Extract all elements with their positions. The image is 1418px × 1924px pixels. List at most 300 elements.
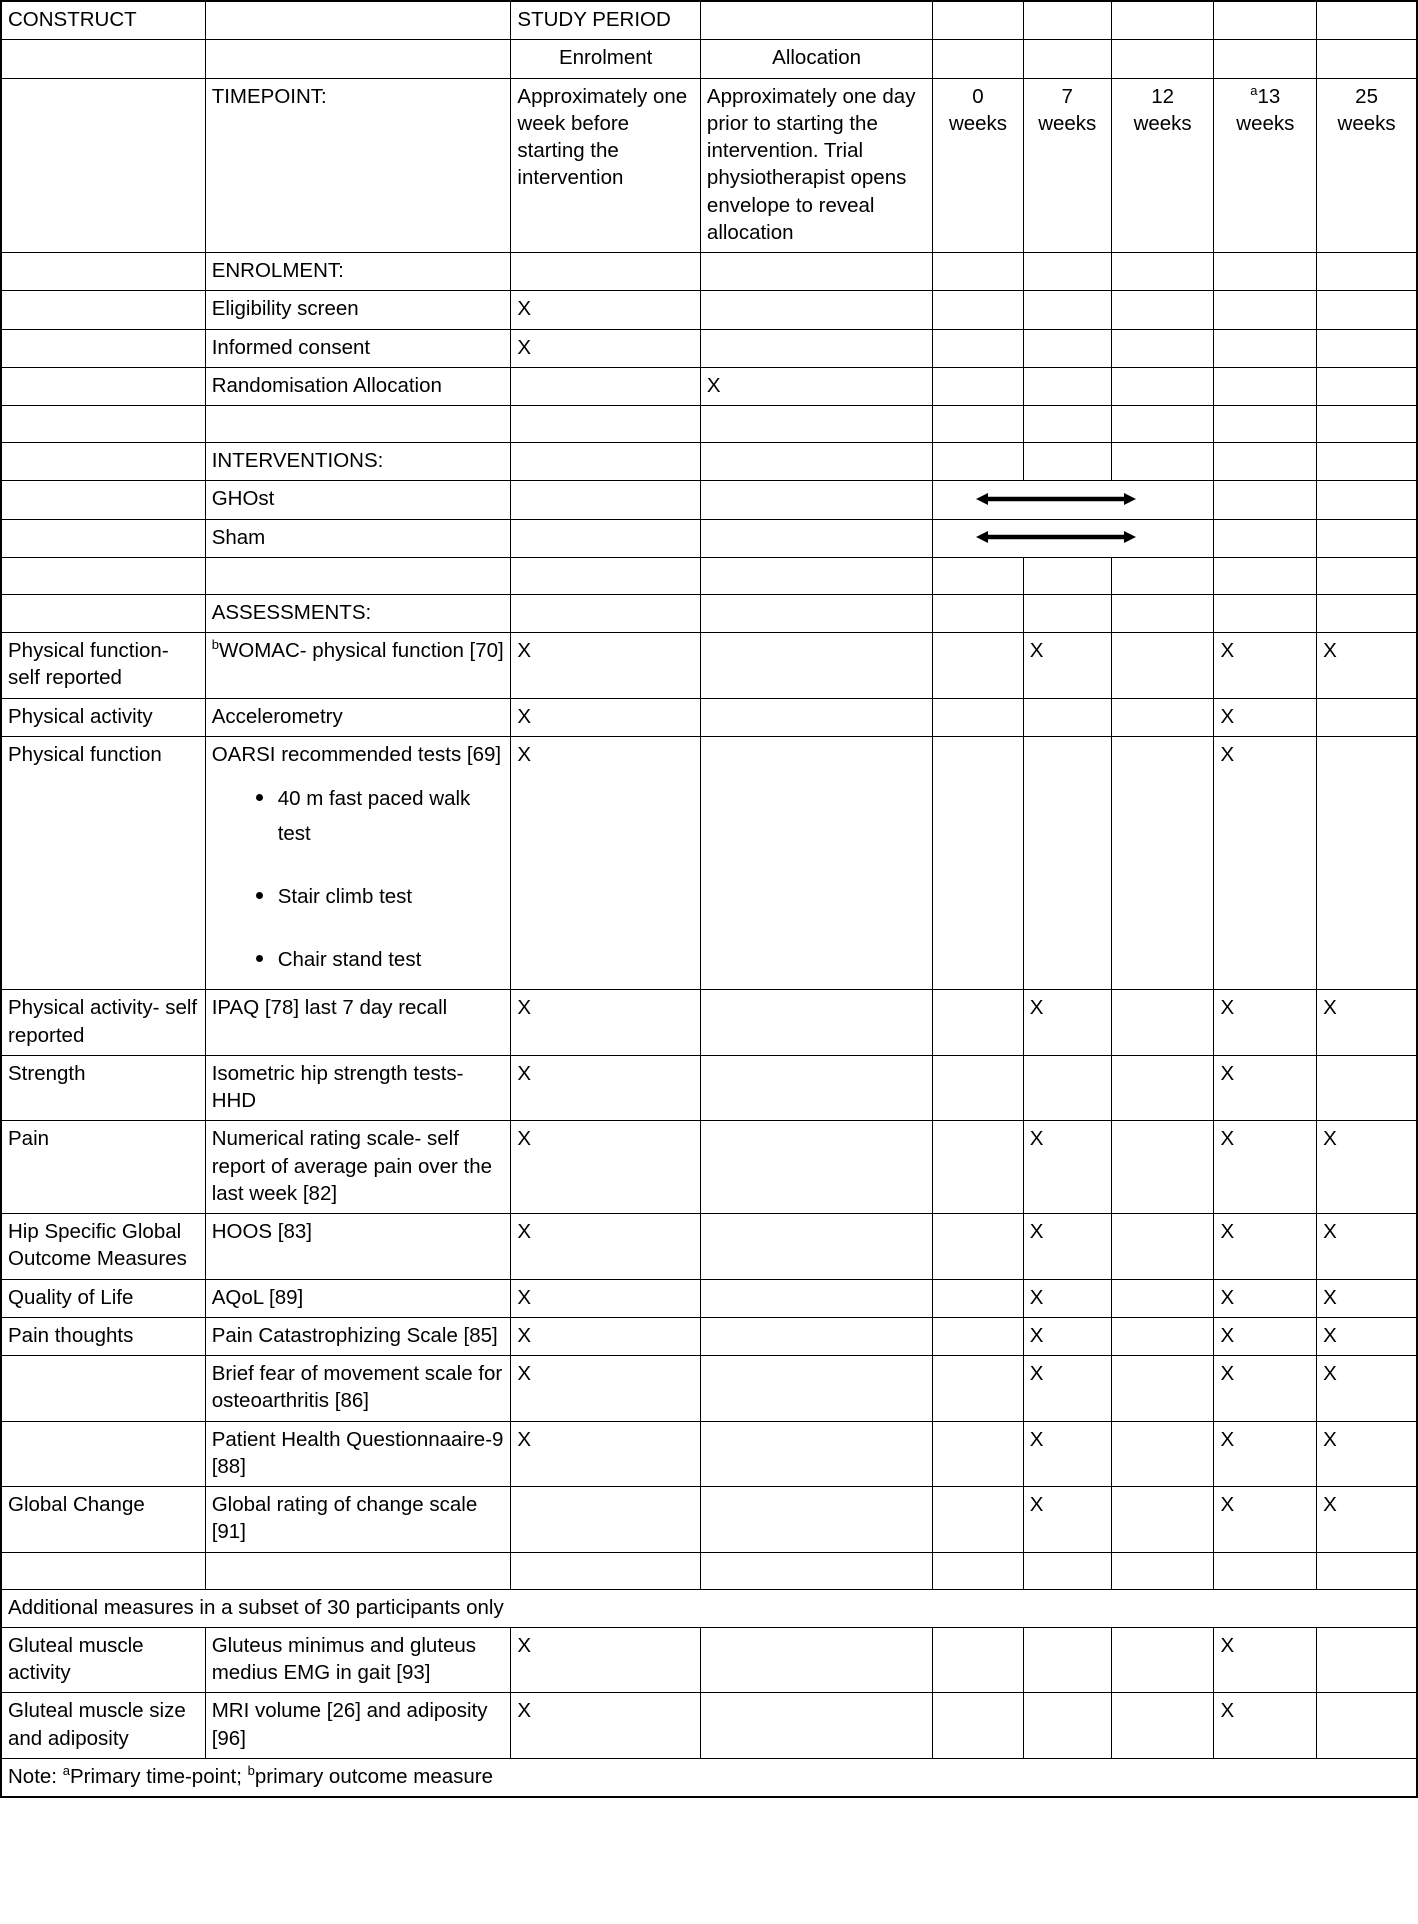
table-footnote: Note: $^a$Primary time-point; $^b$primary outcome measure	[1, 1758, 1417, 1797]
blank-cell	[1317, 557, 1417, 594]
section-label-assessments: ASSESSMENTS:	[205, 594, 511, 632]
cell-allocation	[700, 291, 932, 329]
cell-allocation	[700, 1214, 932, 1280]
cell-allocation	[700, 990, 932, 1056]
table-row	[1, 367, 1417, 405]
assessment-row	[1, 1421, 1417, 1487]
cell-week-7: X	[1023, 1317, 1111, 1355]
cell-week-0	[933, 1214, 1023, 1280]
cell-measure: AQoL [89]	[205, 1279, 511, 1317]
footnote-marker-b: b	[247, 1763, 255, 1779]
cell-week-12	[1111, 367, 1214, 405]
blank-construct	[1, 594, 205, 632]
assessment-row	[1, 990, 1417, 1056]
cell-week-7	[1023, 291, 1111, 329]
blank-construct	[1, 40, 205, 78]
cell-week-13: X	[1214, 1627, 1317, 1693]
blank-measure	[205, 40, 511, 78]
header-row-periods	[1, 40, 1417, 78]
cell-measure: $^b$WOMAC- physical function [70]	[205, 633, 511, 699]
blank-week-2	[1111, 594, 1214, 632]
table-row	[1, 329, 1417, 367]
cell-week-12	[1111, 1055, 1214, 1121]
blank-cell	[933, 557, 1023, 594]
cell-measure: MRI volume [26] and adiposity [96]	[205, 1693, 511, 1759]
cell-week-25	[1317, 1055, 1417, 1121]
assessment-row	[1, 1121, 1417, 1214]
blank-cell	[1111, 406, 1214, 443]
assessment-row	[1, 1487, 1417, 1553]
cell-week-25: X	[1317, 633, 1417, 699]
cell-allocation	[700, 633, 932, 699]
blank-week-0	[933, 253, 1023, 291]
cell-week-7: X	[1023, 633, 1111, 699]
assessment-row	[1, 1317, 1417, 1355]
cell-construct: Physical activity	[1, 698, 205, 736]
subset-measure-row	[1, 1693, 1417, 1759]
cell-construct	[1, 329, 205, 367]
blank-cell	[700, 1552, 932, 1589]
blank-week-4	[1317, 40, 1417, 78]
cell-construct: Physical function- self reported	[1, 633, 205, 699]
assessment-row	[1, 736, 1417, 990]
cell-week-25: X	[1317, 990, 1417, 1056]
cell-week-13	[1214, 329, 1317, 367]
cell-week-7: X	[1023, 1214, 1111, 1280]
cell-measure: Accelerometry	[205, 698, 511, 736]
cell-measure: Randomisation Allocation	[205, 367, 511, 405]
blank-week-2	[1111, 443, 1214, 481]
cell-construct: Strength	[1, 1055, 205, 1121]
cell-week-25: X	[1317, 1487, 1417, 1553]
section-label-interventions: INTERVENTIONS:	[205, 443, 511, 481]
cell-week-25: X	[1317, 1421, 1417, 1487]
cell-allocation	[700, 519, 932, 557]
cell-week-12	[1111, 698, 1214, 736]
cell-construct: Physical function	[1, 736, 205, 990]
oarsi-test-list	[212, 782, 505, 977]
timepoint-number: 7	[1061, 84, 1073, 108]
cell-week-13: X	[1214, 736, 1317, 990]
cell-enrolment	[511, 481, 701, 519]
cell-enrolment: X	[511, 1317, 701, 1355]
spacer-row-1	[1, 406, 1417, 443]
table-body	[1, 1, 1417, 1797]
cell-allocation	[700, 1421, 932, 1487]
cell-enrolment: X	[511, 291, 701, 329]
cell-week-25: X	[1317, 1356, 1417, 1422]
cell-enrolment	[511, 367, 701, 405]
timepoint-number: 0	[972, 84, 984, 108]
header-blank-measure	[205, 1, 511, 40]
blank-cell	[205, 406, 511, 443]
blank-week-4	[1317, 253, 1417, 291]
double-headed-arrow-icon	[976, 490, 1206, 508]
blank-cell	[1, 1552, 205, 1589]
spacer-row-2	[1, 557, 1417, 594]
cell-measure: Patient Health Questionnaaire-9 [88]	[205, 1421, 511, 1487]
cell-week-7: X	[1023, 1121, 1111, 1214]
cell-enrolment: X	[511, 1279, 701, 1317]
cell-week-25	[1317, 329, 1417, 367]
cell-measure: Global rating of change scale [91]	[205, 1487, 511, 1553]
cell-week-13: X	[1214, 1317, 1317, 1355]
timepoint-unit: weeks	[948, 111, 1008, 135]
cell-week-25	[1317, 291, 1417, 329]
cell-week-12	[1111, 736, 1214, 990]
cell-week-0	[933, 1627, 1023, 1693]
blank-week-0	[933, 40, 1023, 78]
enrolment-description: Approximately one week before starting the intervention	[511, 78, 701, 253]
cell-week-25: X	[1317, 1214, 1417, 1280]
cell-week-12	[1111, 291, 1214, 329]
cell-allocation	[700, 1121, 932, 1214]
cell-week-12	[1111, 1693, 1214, 1759]
cell-week-25	[1317, 698, 1417, 736]
cell-week-12	[1111, 1121, 1214, 1214]
cell-week-0	[933, 1279, 1023, 1317]
cell-enrolment: X	[511, 1214, 701, 1280]
cell-week-12	[1111, 990, 1214, 1056]
cell-measure-sham: Sham	[205, 519, 511, 557]
cell-enrolment: X	[511, 990, 701, 1056]
cell-week-13	[1214, 481, 1317, 519]
cell-week-12	[1111, 329, 1214, 367]
cell-week-7	[1023, 698, 1111, 736]
cell-week-0	[933, 367, 1023, 405]
header-blank-week-4	[1317, 1, 1417, 40]
cell-allocation	[700, 1487, 932, 1553]
cell-week-12	[1111, 1356, 1214, 1422]
cell-week-7: X	[1023, 1356, 1111, 1422]
cell-week-12	[1111, 1279, 1214, 1317]
cell-construct	[1, 1356, 205, 1422]
blank-allocation	[700, 594, 932, 632]
cell-construct: Pain	[1, 1121, 205, 1214]
cell-week-0	[933, 633, 1023, 699]
cell-measure: Informed consent	[205, 329, 511, 367]
cell-week-0	[933, 990, 1023, 1056]
assessment-row	[1, 698, 1417, 736]
cell-construct: Global Change	[1, 1487, 205, 1553]
cell-construct: Gluteal muscle size and adiposity	[1, 1693, 205, 1759]
cell-measure: IPAQ [78] last 7 day recall	[205, 990, 511, 1056]
cell-week-13: X	[1214, 1055, 1317, 1121]
cell-allocation: X	[700, 367, 932, 405]
timepoint-unit: weeks	[1337, 111, 1396, 135]
cell-week-12	[1111, 1317, 1214, 1355]
section-header-interventions	[1, 443, 1417, 481]
header-blank-week-1	[1023, 1, 1111, 40]
blank-cell	[1214, 1552, 1317, 1589]
cell-week-25	[1317, 1693, 1417, 1759]
blank-enrolment	[511, 594, 701, 632]
header-blank-week-0	[933, 1, 1023, 40]
cell-week-13: X	[1214, 1214, 1317, 1280]
cell-measure: Brief fear of movement scale for osteoarthritis [86]	[205, 1356, 511, 1422]
cell-construct: Gluteal muscle activity	[1, 1627, 205, 1693]
blank-week-2	[1111, 40, 1214, 78]
timepoint-number: $^a$13	[1250, 82, 1281, 108]
footnote-marker-a: a	[1250, 82, 1258, 98]
header-allocation: Allocation	[700, 40, 932, 78]
blank-week-0	[933, 443, 1023, 481]
footnote-marker-b: b	[211, 637, 219, 653]
double-headed-arrow-icon	[976, 528, 1206, 546]
cell-enrolment: X	[511, 1693, 701, 1759]
cell-enrolment: X	[511, 698, 701, 736]
allocation-description: Approximately one day prior to starting the intervention. Trial physiotherapist opens envelope to reveal allocation	[700, 78, 932, 253]
cell-enrolment: X	[511, 633, 701, 699]
cell-enrolment: X	[511, 1627, 701, 1693]
cell-week-13: X	[1214, 1279, 1317, 1317]
cell-week-0	[933, 1055, 1023, 1121]
cell-enrolment: X	[511, 736, 701, 990]
blank-cell	[1, 406, 205, 443]
blank-cell	[1317, 406, 1417, 443]
blank-week-3	[1214, 40, 1317, 78]
cell-week-25: X	[1317, 1317, 1417, 1355]
cell-measure-ghost: GHOst	[205, 481, 511, 519]
cell-enrolment	[511, 519, 701, 557]
cell-week-7	[1023, 736, 1111, 990]
cell-construct	[1, 291, 205, 329]
timepoint-header-13-weeks	[1214, 78, 1317, 253]
cell-week-0	[933, 1356, 1023, 1422]
blank-cell	[1214, 406, 1317, 443]
cell-construct: Pain thoughts	[1, 1317, 205, 1355]
blank-week-1	[1023, 253, 1111, 291]
cell-enrolment: X	[511, 1055, 701, 1121]
cell-week-12	[1111, 1487, 1214, 1553]
footnote-marker-a: a	[62, 1763, 70, 1779]
timepoint-unit: weeks	[1133, 111, 1192, 135]
blank-cell	[1111, 557, 1214, 594]
blank-week-2	[1111, 253, 1214, 291]
blank-allocation	[700, 253, 932, 291]
footnote-row	[1, 1758, 1417, 1797]
cell-week-0	[933, 698, 1023, 736]
blank-cell	[1023, 406, 1111, 443]
cell-week-13	[1214, 367, 1317, 405]
cell-week-7	[1023, 367, 1111, 405]
arrow-wrapper	[939, 524, 1207, 551]
section-label-enrolment: ENROLMENT:	[205, 253, 511, 291]
blank-cell	[1317, 1552, 1417, 1589]
cell-week-7	[1023, 1693, 1111, 1759]
cell-week-25	[1317, 519, 1417, 557]
blank-construct	[1, 78, 205, 253]
blank-enrolment	[511, 253, 701, 291]
cell-construct	[1, 367, 205, 405]
cell-week-13: X	[1214, 633, 1317, 699]
timepoint-header-7-weeks	[1023, 78, 1111, 253]
cell-week-13	[1214, 291, 1317, 329]
spacer-row-3	[1, 1552, 1417, 1589]
cell-week-25	[1317, 367, 1417, 405]
blank-cell	[511, 1552, 701, 1589]
table-row	[1, 291, 1417, 329]
timepoint-label: TIMEPOINT:	[205, 78, 511, 253]
blank-allocation	[700, 443, 932, 481]
intervention-row	[1, 519, 1417, 557]
blank-week-3	[1214, 594, 1317, 632]
cell-week-0	[933, 329, 1023, 367]
blank-cell	[1023, 557, 1111, 594]
blank-cell	[511, 406, 701, 443]
intervention-duration-arrow	[933, 481, 1214, 519]
assessment-row	[1, 1214, 1417, 1280]
cell-week-13: X	[1214, 1356, 1317, 1422]
cell-measure: Gluteus minimus and gluteus medius EMG in gait [93]	[205, 1627, 511, 1693]
timepoint-header-0-weeks	[933, 78, 1023, 253]
timepoint-unit: weeks	[1038, 111, 1097, 135]
cell-allocation	[700, 481, 932, 519]
cell-measure: Pain Catastrophizing Scale [85]	[205, 1317, 511, 1355]
cell-enrolment: X	[511, 1121, 701, 1214]
cell-measure: Isometric hip strength tests- HHD	[205, 1055, 511, 1121]
assessment-row	[1, 1279, 1417, 1317]
cell-enrolment: X	[511, 329, 701, 367]
cell-week-7: X	[1023, 990, 1111, 1056]
cell-allocation	[700, 1317, 932, 1355]
timepoint-header-25-weeks	[1317, 78, 1417, 253]
cell-week-13: X	[1214, 1693, 1317, 1759]
cell-week-12	[1111, 633, 1214, 699]
cell-week-0	[933, 1121, 1023, 1214]
cell-week-13: X	[1214, 1487, 1317, 1553]
cell-week-12	[1111, 1214, 1214, 1280]
cell-allocation	[700, 1356, 932, 1422]
intervention-duration-arrow	[933, 519, 1214, 557]
list-item: 40 m fast paced walk test	[278, 782, 505, 852]
header-blank-alloc	[700, 1, 932, 40]
cell-construct	[1, 1421, 205, 1487]
cell-enrolment: X	[511, 1421, 701, 1487]
blank-week-3	[1214, 253, 1317, 291]
header-blank-week-3	[1214, 1, 1317, 40]
cell-week-7	[1023, 329, 1111, 367]
header-blank-week-2	[1111, 1, 1214, 40]
blank-week-1	[1023, 594, 1111, 632]
blank-cell	[1, 557, 205, 594]
timepoint-unit: weeks	[1236, 111, 1295, 135]
cell-measure: Numerical rating scale- self report of average pain over the last week [82]	[205, 1121, 511, 1214]
blank-cell	[205, 557, 511, 594]
cell-construct: Quality of Life	[1, 1279, 205, 1317]
blank-week-3	[1214, 443, 1317, 481]
blank-cell	[700, 557, 932, 594]
timepoint-number: 25	[1355, 84, 1378, 108]
cell-week-12	[1111, 1421, 1214, 1487]
cell-week-25	[1317, 736, 1417, 990]
blank-week-1	[1023, 40, 1111, 78]
cell-construct: Physical activity- self reported	[1, 990, 205, 1056]
section-header-enrolment	[1, 253, 1417, 291]
blank-week-1	[1023, 443, 1111, 481]
list-item: Chair stand test	[278, 943, 505, 978]
cell-week-25: X	[1317, 1279, 1417, 1317]
subset-measure-row	[1, 1627, 1417, 1693]
cell-enrolment	[511, 1487, 701, 1553]
assessment-row	[1, 633, 1417, 699]
cell-construct	[1, 481, 205, 519]
cell-week-0	[933, 736, 1023, 990]
header-enrolment: Enrolment	[511, 40, 701, 78]
cell-measure: HOOS [83]	[205, 1214, 511, 1280]
blank-enrolment	[511, 443, 701, 481]
list-item: Stair climb test	[278, 880, 505, 915]
blank-cell	[700, 406, 932, 443]
cell-week-12	[1111, 1627, 1214, 1693]
cell-week-0	[933, 1317, 1023, 1355]
cell-allocation	[700, 1279, 932, 1317]
subset-note: Additional measures in a subset of 30 participants only	[1, 1589, 1417, 1627]
cell-week-25: X	[1317, 1121, 1417, 1214]
blank-cell	[511, 557, 701, 594]
timepoint-number: 12	[1151, 84, 1175, 108]
cell-week-7: X	[1023, 1421, 1111, 1487]
blank-week-0	[933, 594, 1023, 632]
cell-week-13: X	[1214, 698, 1317, 736]
cell-week-7	[1023, 1055, 1111, 1121]
cell-enrolment: X	[511, 1356, 701, 1422]
cell-construct: Hip Specific Global Outcome Measures	[1, 1214, 205, 1280]
cell-measure: OARSI recommended tests [69] 40 m fast paced walk test Stair climb test Chair stand test	[205, 736, 511, 990]
blank-week-4	[1317, 443, 1417, 481]
cell-week-25	[1317, 481, 1417, 519]
cell-week-0	[933, 1693, 1023, 1759]
blank-week-4	[1317, 594, 1417, 632]
blank-cell	[933, 1552, 1023, 1589]
blank-construct	[1, 443, 205, 481]
section-header-assessments	[1, 594, 1417, 632]
cell-week-13: X	[1214, 1121, 1317, 1214]
cell-allocation	[700, 698, 932, 736]
blank-construct	[1, 253, 205, 291]
assessment-row	[1, 1055, 1417, 1121]
blank-cell	[933, 406, 1023, 443]
cell-week-0	[933, 1421, 1023, 1487]
header-row-construct	[1, 1, 1417, 40]
cell-week-7: X	[1023, 1487, 1111, 1553]
header-study-period: STUDY PERIOD	[511, 1, 701, 40]
blank-cell	[205, 1552, 511, 1589]
intervention-row	[1, 481, 1417, 519]
cell-week-0	[933, 1487, 1023, 1553]
blank-cell	[1023, 1552, 1111, 1589]
cell-week-13	[1214, 519, 1317, 557]
arrow-wrapper	[939, 485, 1207, 512]
header-construct: CONSTRUCT	[1, 1, 205, 40]
cell-week-13: X	[1214, 1421, 1317, 1487]
cell-allocation	[700, 736, 932, 990]
header-row-timepoint	[1, 78, 1417, 253]
cell-measure: Eligibility screen	[205, 291, 511, 329]
cell-construct	[1, 519, 205, 557]
assessment-row	[1, 1356, 1417, 1422]
cell-week-13: X	[1214, 990, 1317, 1056]
cell-week-7	[1023, 1627, 1111, 1693]
cell-week-0	[933, 291, 1023, 329]
cell-allocation	[700, 1693, 932, 1759]
cell-week-7: X	[1023, 1279, 1111, 1317]
cell-allocation	[700, 1055, 932, 1121]
blank-cell	[1214, 557, 1317, 594]
cell-allocation	[700, 329, 932, 367]
cell-allocation	[700, 1627, 932, 1693]
subset-note-row	[1, 1589, 1417, 1627]
